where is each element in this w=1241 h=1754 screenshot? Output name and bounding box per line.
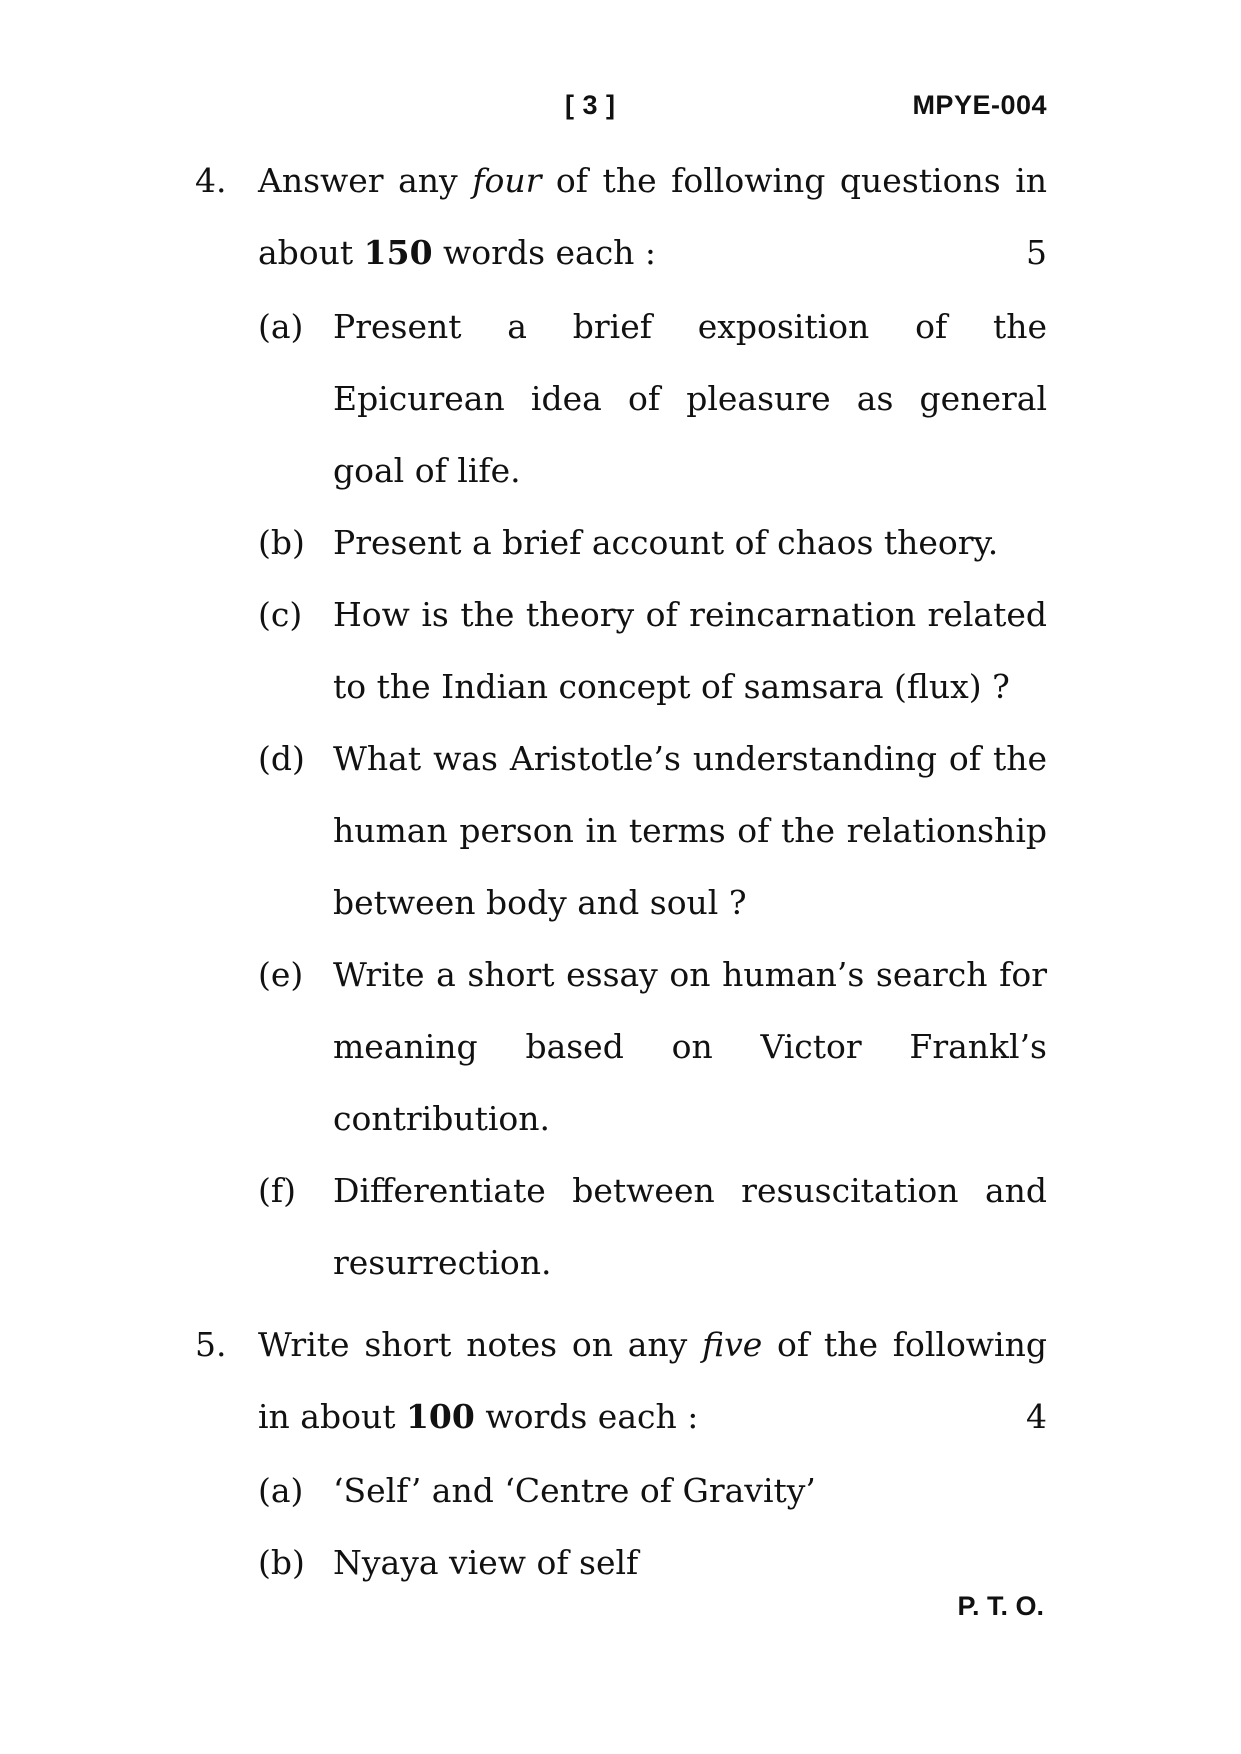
sub-question-text: What was Aristotle’s understanding of the human person in terms of the relationship between body and soul ?	[333, 739, 1047, 922]
sub-question	[258, 939, 1047, 1155]
sub-question-text: Nyaya view of self	[333, 1543, 639, 1582]
sub-question-text: Differentiate between resuscitation and resurrection.	[333, 1171, 1047, 1282]
stem-text: Answer any	[258, 161, 473, 200]
word-count: 100	[405, 1397, 475, 1436]
question-list	[195, 145, 1047, 1599]
question-number: 4.	[195, 161, 227, 200]
sub-question-text: Present a brief exposition of the Epicurean idea of pleasure as general goal of life.	[333, 307, 1047, 490]
sub-question-text: How is the theory of reincarnation related to the Indian concept of samsara (flux) ?	[333, 595, 1047, 706]
stem-emphasis: four	[472, 161, 542, 200]
course-code: MPYE-004	[912, 90, 1047, 120]
stem-emphasis: five	[702, 1325, 763, 1364]
stem-text: words each :	[474, 1397, 699, 1436]
sub-question-label: (a)	[258, 307, 304, 346]
stem-text: Write short notes on any	[258, 1325, 703, 1364]
page-number: [ 3 ]	[565, 90, 616, 120]
word-count: 150	[363, 233, 433, 272]
question-number: 5.	[195, 1325, 227, 1364]
sub-question-text: Write a short essay on human’s search for meaning based on Victor Frankl’s contribution.	[333, 955, 1047, 1138]
sub-question-text: ‘Self’ and ‘Centre of Gravity’	[333, 1471, 816, 1510]
question-4	[195, 145, 1047, 1299]
sub-question-label: (a)	[258, 1471, 304, 1510]
stem-text: of the following questions in about	[258, 161, 1047, 272]
sub-question	[258, 723, 1047, 939]
sub-question	[258, 1527, 1047, 1599]
stem-text: of the following in about	[258, 1325, 1047, 1436]
sub-question	[258, 1155, 1047, 1299]
sub-question	[258, 507, 1047, 579]
marks: 5	[1026, 233, 1047, 272]
marks: 4	[1026, 1397, 1047, 1436]
sub-question-label: (e)	[258, 955, 304, 994]
sub-question	[258, 1455, 1047, 1527]
sub-question-label: (c)	[258, 595, 303, 634]
sub-question-label: (d)	[258, 739, 305, 778]
question-stem	[258, 1309, 1047, 1453]
question-stem	[258, 145, 1047, 289]
stem-text: words each :	[432, 233, 657, 272]
sub-question	[258, 291, 1047, 507]
sub-question-label: (b)	[258, 1543, 305, 1582]
please-turn-over: P. T. O.	[957, 1591, 1044, 1621]
question-5	[195, 1309, 1047, 1599]
sub-question-label: (f)	[258, 1171, 296, 1210]
sub-question	[258, 579, 1047, 723]
sub-question-label: (b)	[258, 523, 305, 562]
sub-question-text: Present a brief account of chaos theory.	[333, 523, 999, 562]
